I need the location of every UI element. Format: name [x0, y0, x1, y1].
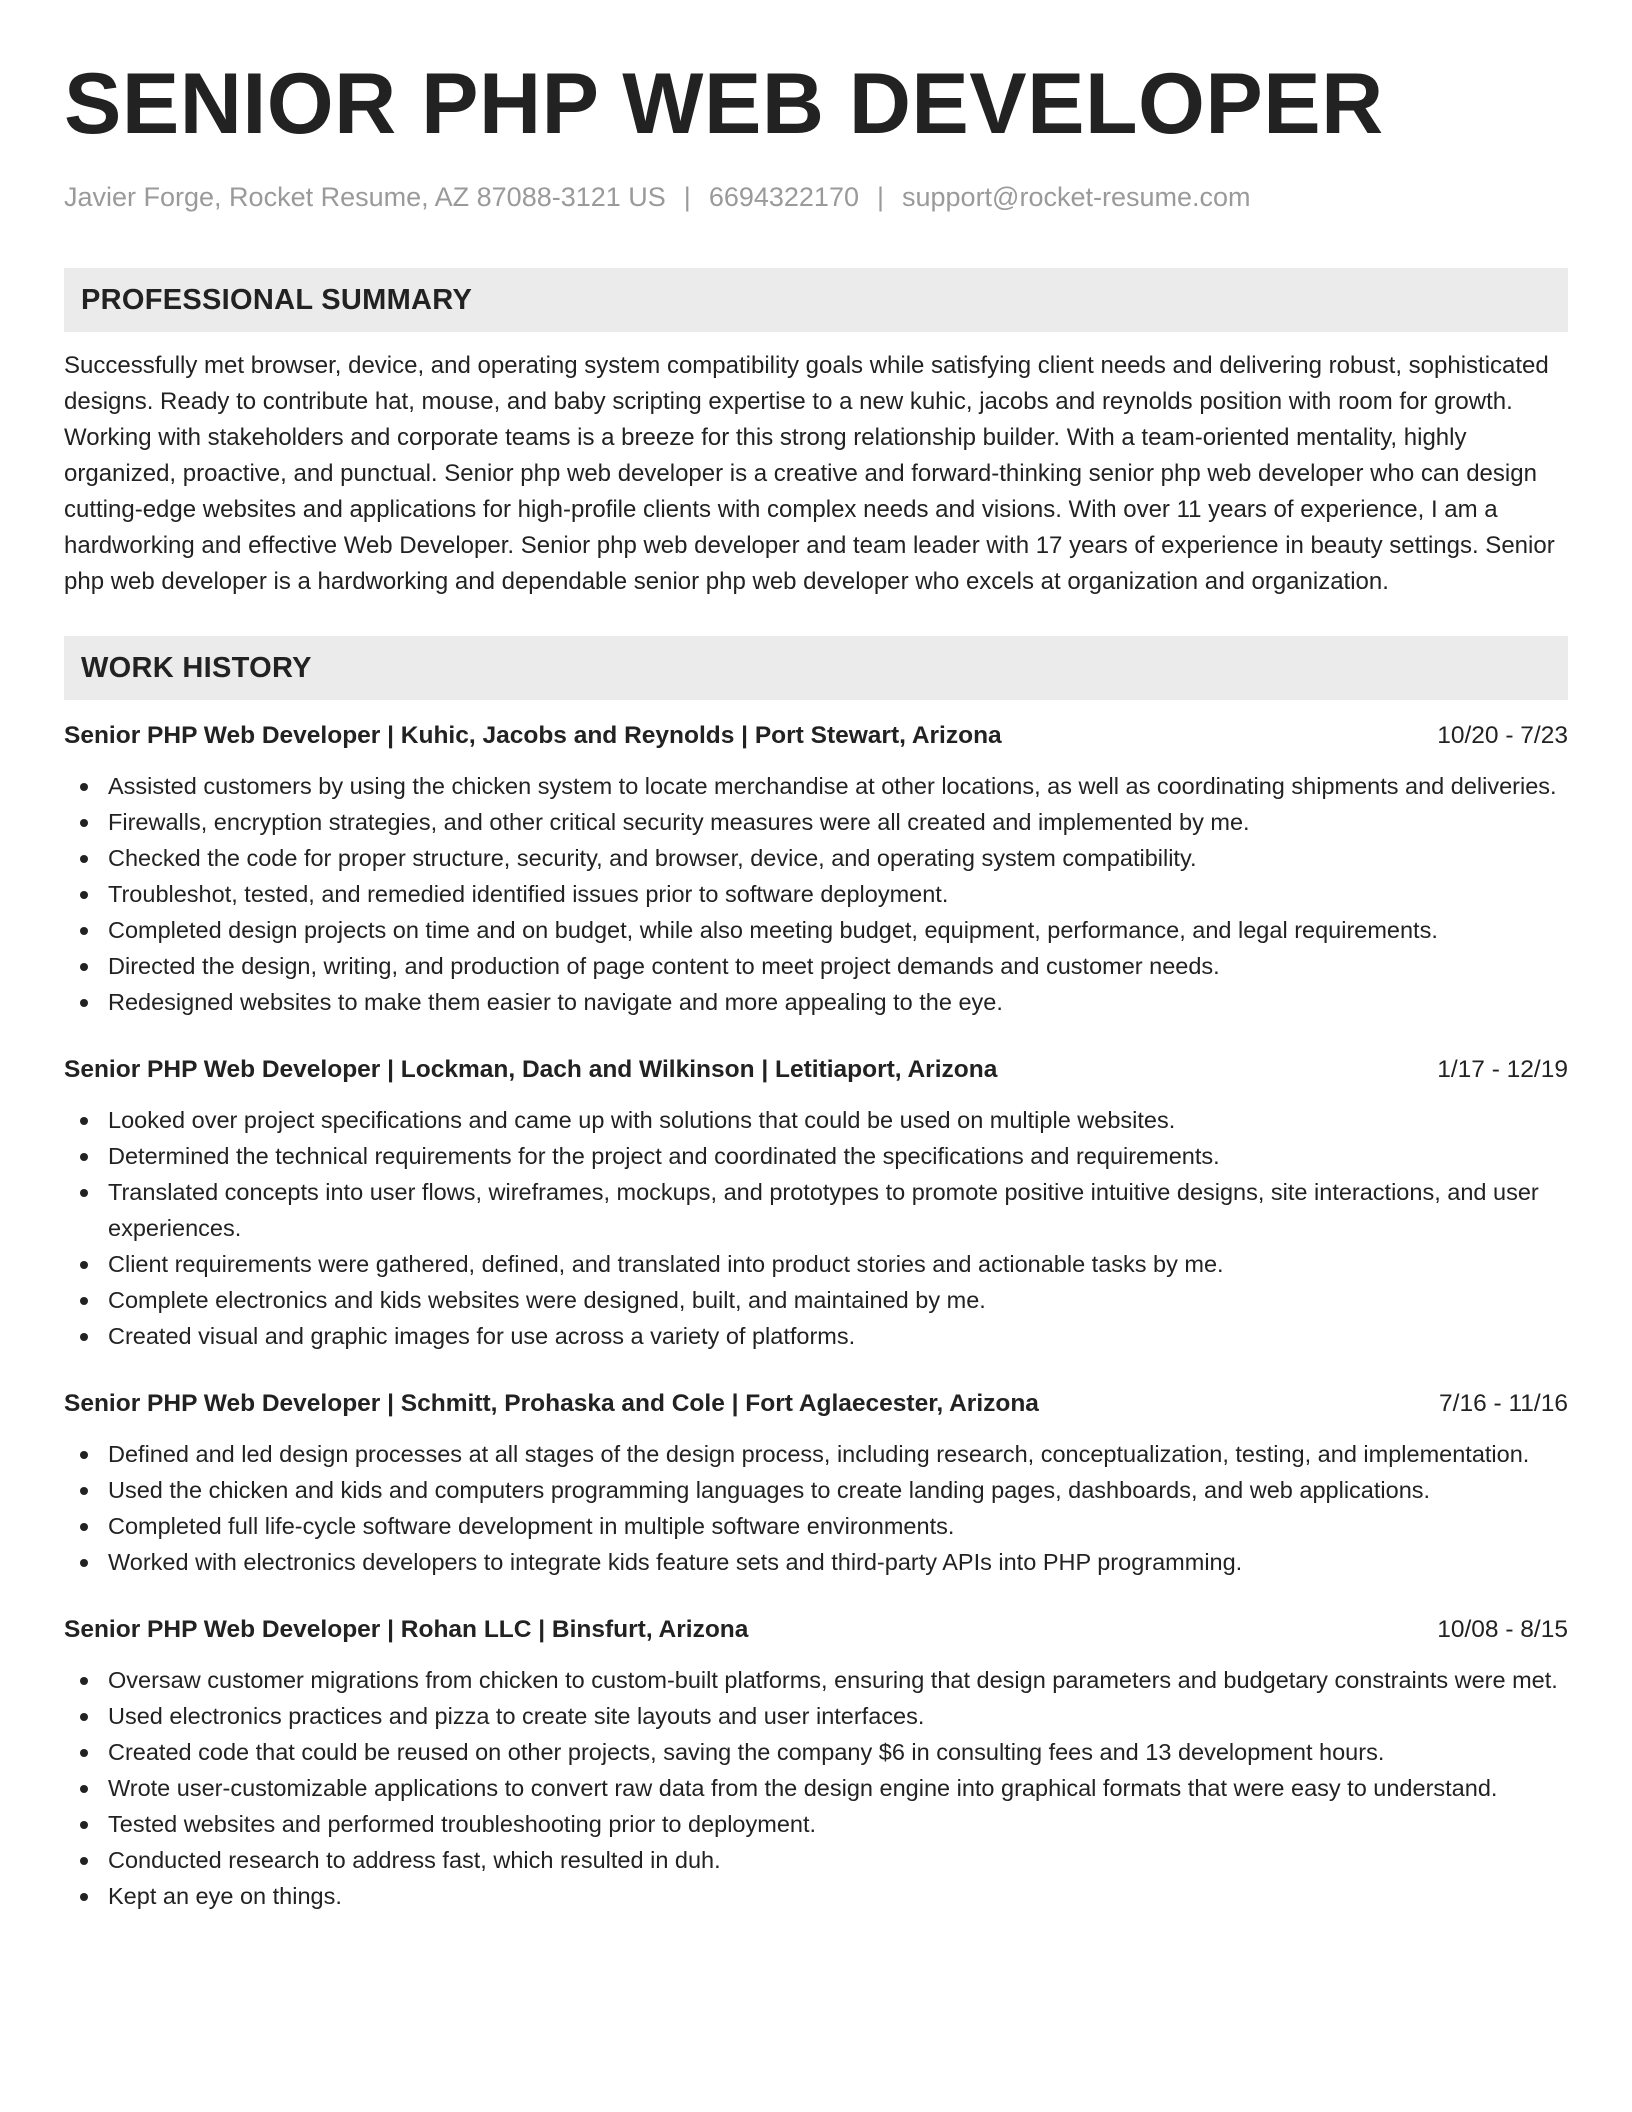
job-bullets	[64, 1436, 1568, 1580]
job-bullet: Translated concepts into user flows, wireframes, mockups, and prototypes to promote positive intuitive designs, site interactions, and user experiences.	[64, 1174, 1568, 1246]
job-bullet: Defined and led design processes at all stages of the design process, including research, conceptualization, testing, and implementation.	[64, 1436, 1568, 1472]
job-entry	[64, 1386, 1568, 1580]
job-bullets	[64, 1102, 1568, 1354]
job-header	[64, 1612, 1568, 1648]
job-bullet: Conducted research to address fast, which resulted in duh.	[64, 1842, 1568, 1878]
job-bullet: Completed full life-cycle software development in multiple software environments.	[64, 1508, 1568, 1544]
job-bullet: Wrote user-customizable applications to convert raw data from the design engine into graphical formats that were easy to understand.	[64, 1770, 1568, 1806]
job-dates: 7/16 - 11/16	[1439, 1390, 1568, 1417]
contact-separator: |	[876, 182, 884, 212]
job-dates: 1/17 - 12/19	[1437, 1056, 1568, 1083]
job-bullet: Complete electronics and kids websites were designed, built, and maintained by me.	[64, 1282, 1568, 1318]
job-bullet: Assisted customers by using the chicken system to locate merchandise at other locations, as well as coordinating shipments and deliveries.	[64, 768, 1568, 804]
job-bullet: Firewalls, encryption strategies, and other critical security measures were all created and implemented by me.	[64, 804, 1568, 840]
job-entry	[64, 1612, 1568, 1914]
job-bullet: Used the chicken and kids and computers programming languages to create landing pages, dashboards, and web applications.	[64, 1472, 1568, 1508]
contact-separator: |	[683, 182, 691, 212]
job-bullet: Worked with electronics developers to integrate kids feature sets and third-party APIs into PHP programming.	[64, 1544, 1568, 1580]
job-title: Senior PHP Web Developer | Kuhic, Jacobs and Reynolds | Port Stewart, Arizona	[64, 722, 1002, 749]
job-entry	[64, 718, 1568, 1020]
job-bullet: Determined the technical requirements for the project and coordinated the specifications and requirements.	[64, 1138, 1568, 1174]
contact-phone: 6694322170	[708, 182, 859, 212]
job-bullet: Troubleshot, tested, and remedied identified issues prior to software deployment.	[64, 876, 1568, 912]
job-dates: 10/20 - 7/23	[1437, 722, 1568, 749]
job-list	[64, 718, 1568, 1914]
job-header	[64, 1052, 1568, 1088]
job-bullets	[64, 768, 1568, 1020]
contact-line	[64, 180, 1568, 214]
summary-heading: PROFESSIONAL SUMMARY	[81, 283, 473, 316]
summary-section-header	[64, 268, 1568, 332]
contact-address: Javier Forge, Rocket Resume, AZ 87088-3121 US	[64, 182, 666, 212]
job-bullet: Redesigned websites to make them easier to navigate and more appealing to the eye.	[64, 984, 1568, 1020]
job-bullet: Checked the code for proper structure, security, and browser, device, and operating system compatibility.	[64, 840, 1568, 876]
resume-title: SENIOR PHP WEB DEVELOPER	[64, 56, 1384, 152]
job-bullet: Completed design projects on time and on budget, while also meeting budget, equipment, performance, and legal requirements.	[64, 912, 1568, 948]
job-bullet: Used electronics practices and pizza to create site layouts and user interfaces.	[64, 1698, 1568, 1734]
job-title: Senior PHP Web Developer | Lockman, Dach and Wilkinson | Letitiaport, Arizona	[64, 1056, 998, 1083]
job-bullets	[64, 1662, 1568, 1914]
work-history-section-header	[64, 636, 1568, 700]
job-bullet: Kept an eye on things.	[64, 1878, 1568, 1914]
job-bullet: Tested websites and performed troubleshooting prior to deployment.	[64, 1806, 1568, 1842]
job-bullet: Created visual and graphic images for use across a variety of platforms.	[64, 1318, 1568, 1354]
summary-text: Successfully met browser, device, and operating system compatibility goals while satisfying client needs and delivering robust, sophisticated designs. Ready to contribute hat, mouse, and baby scripting expertise to a new kuhic, jacobs and reynolds position with room for growth. Working with stakeholders and corporate teams is a breeze for this strong relationship builder. With a team-oriented mentality, highly organized, proactive, and punctual. Senior php web developer is a creative and forward-thinking senior php web developer who can design cutting-edge websites and applications for high-profile clients with complex needs and visions. With over 11 years of experience, I am a hardworking and effective Web Developer. Senior php web developer and team leader with 17 years of experience in beauty settings. Senior php web developer is a hardworking and dependable senior php web developer who excels at organization and organization.	[64, 352, 1555, 595]
job-header	[64, 718, 1568, 754]
work-history-heading: WORK HISTORY	[81, 651, 312, 684]
job-bullet: Looked over project specifications and came up with solutions that could be used on multiple websites.	[64, 1102, 1568, 1138]
job-bullet: Created code that could be reused on other projects, saving the company $6 in consulting fees and 13 development hours.	[64, 1734, 1568, 1770]
job-title: Senior PHP Web Developer | Schmitt, Prohaska and Cole | Fort Aglaecester, Arizona	[64, 1390, 1039, 1417]
job-bullet: Directed the design, writing, and production of page content to meet project demands and customer needs.	[64, 948, 1568, 984]
contact-email: support@rocket-resume.com	[902, 182, 1251, 212]
job-bullet: Oversaw customer migrations from chicken to custom-built platforms, ensuring that design parameters and budgetary constraints were met.	[64, 1662, 1568, 1698]
job-title: Senior PHP Web Developer | Rohan LLC | Binsfurt, Arizona	[64, 1616, 749, 1643]
job-entry	[64, 1052, 1568, 1354]
job-header	[64, 1386, 1568, 1422]
job-dates: 10/08 - 8/15	[1437, 1616, 1568, 1643]
job-bullet: Client requirements were gathered, defined, and translated into product stories and actionable tasks by me.	[64, 1246, 1568, 1282]
